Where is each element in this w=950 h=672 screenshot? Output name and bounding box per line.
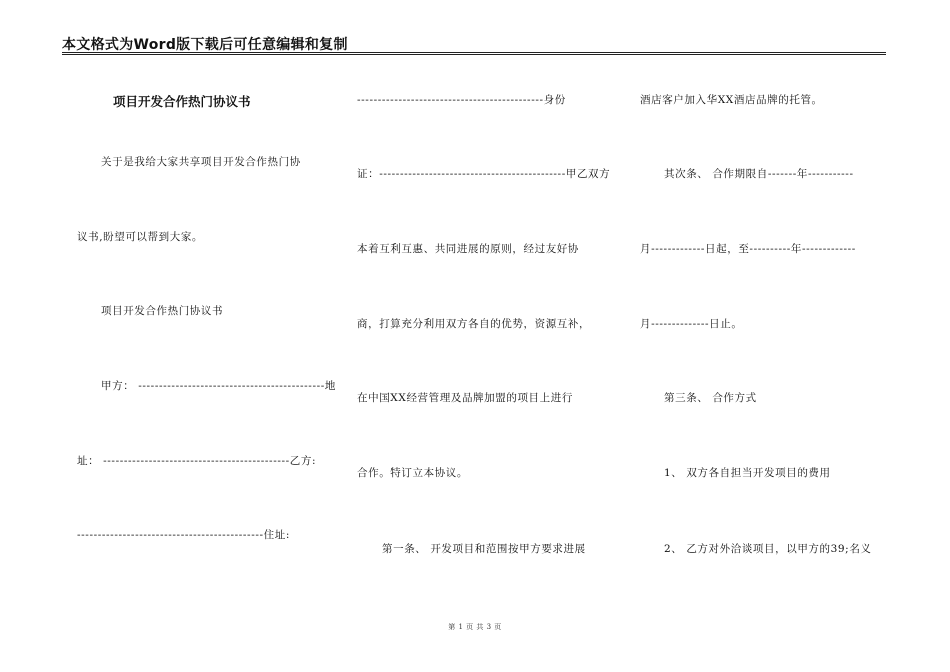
col3-line-2: 其次条、 合作期限自-------年-----------	[664, 168, 854, 180]
col1-line-5: 址： ---------------------------------------------乙方:	[77, 455, 317, 467]
col2-line-7: 第一条、 开发项目和范围按甲方要求进展	[382, 543, 586, 555]
document-title: 项目开发合作热门协议书	[113, 94, 251, 109]
col2-line-5: 在中国XX经营管理及品牌加盟的项目上进行	[357, 392, 573, 404]
col2-line-1: ---------------------------------------------身份	[357, 94, 566, 106]
header-divider	[62, 52, 886, 55]
col1-line-3: 项目开发合作热门协议书	[101, 305, 224, 317]
col3-line-3: 月-------------日起，至----------年-------------	[640, 243, 856, 255]
document-header: 本文格式为Word版下载后可任意编辑和复制	[62, 37, 348, 53]
col3-line-5: 第三条、 合作方式	[664, 392, 757, 404]
col2-line-2: 证：---------------------------------------------甲乙双方	[357, 168, 611, 180]
col1-line-2: 议书,盼望可以帮到大家。	[77, 231, 204, 243]
col3-line-1: 酒店客户加入华XX酒店品牌的托管。	[640, 94, 823, 106]
col2-line-6: 合作。特订立本协议。	[357, 467, 468, 479]
col3-line-6: 1、 双方各自担当开发项目的费用	[664, 467, 831, 479]
page-number: 第 1 页 共 3 页	[448, 623, 502, 631]
col3-line-7: 2、 乙方对外洽谈项目，以甲方的39;名义	[664, 543, 872, 555]
col1-line-4: 甲方： ---------------------------------------------地	[101, 380, 336, 392]
col2-line-3: 本着互利互惠、共同进展的原则，经过友好协	[357, 243, 579, 255]
col3-line-4: 月--------------日止。	[640, 318, 743, 330]
col1-line-1: 关于是我给大家共享项目开发合作热门协	[101, 156, 301, 168]
col2-line-4: 商，打算充分利用双方各自的优势，资源互补，	[357, 318, 591, 330]
col1-line-6: ---------------------------------------------住址:	[77, 529, 290, 541]
